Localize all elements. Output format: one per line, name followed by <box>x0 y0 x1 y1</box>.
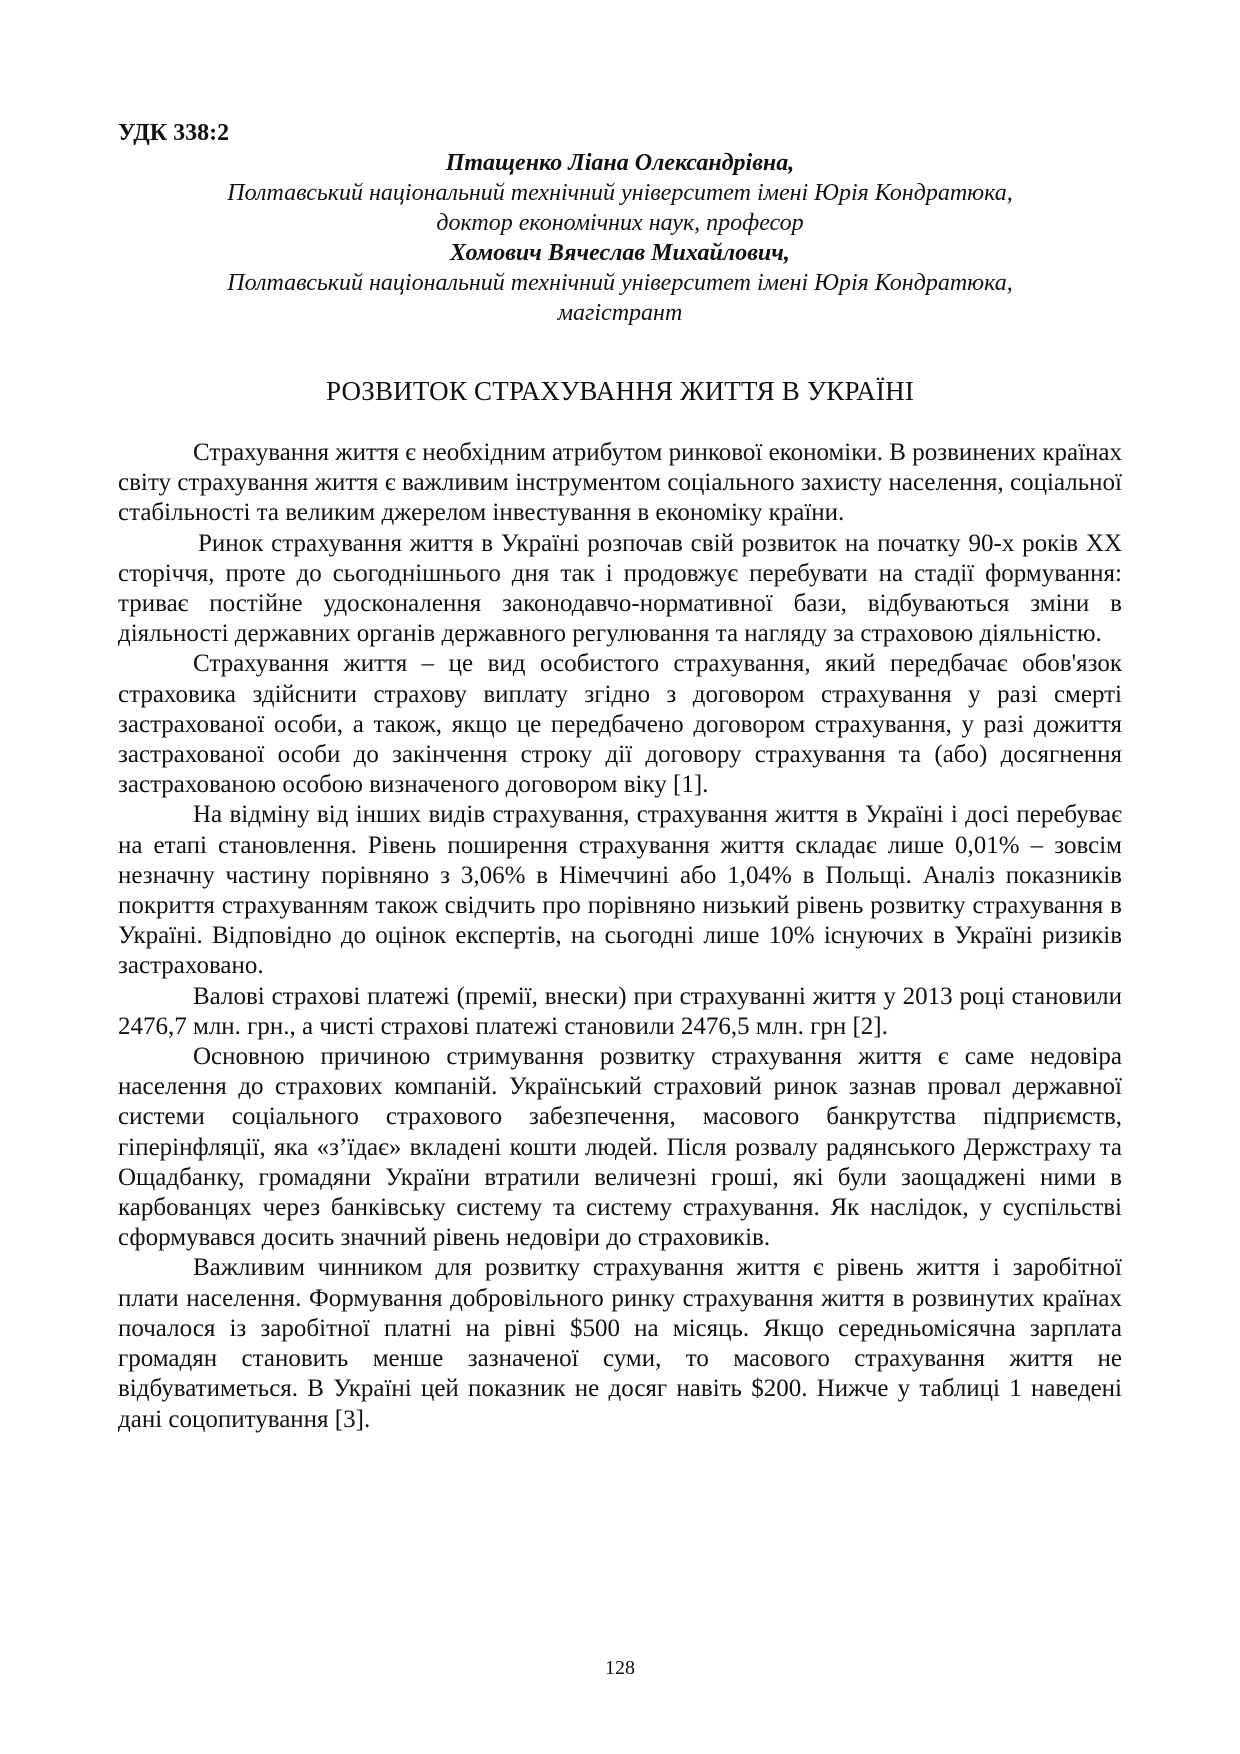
page-number: 128 <box>605 1657 635 1679</box>
article-title: РОЗВИТОК СТРАХУВАННЯ ЖИТТЯ В УКРАЇНІ <box>325 376 915 406</box>
author-name: Птащенко Ліана Олександрівна, <box>445 150 795 176</box>
paragraph: Валові страхові платежі (премії, внески) при страхуванні життя у 2013 році становили 2476,7 млн. грн., а чисті страхові платежі становили 2476,5 млн. грн [2]. <box>118 982 1122 1040</box>
authors-block <box>118 148 1122 328</box>
author-name: Хомович Вячеслав Михайлович, <box>450 240 790 266</box>
author-affiliation: Полтавський національний технічний університет імені Юрія Кондратюка, <box>227 180 1013 206</box>
paragraph: Страхування життя – це вид особистого страхування, який передбачає обов'язок страховика здійснити страхову виплату згідно з договором страхування у разі смерті застрахованої особи, а також, якщо це передбачено договором страхування, у разі дожиття застрахованої особи до закінчення строку дії договору страхування та (або) досягнення застрахованою особою визначеного договором віку [1]. <box>118 650 1122 799</box>
author-affiliation: Полтавський національний технічний університет імені Юрія Кондратюка, <box>227 270 1013 296</box>
udk-code: УДК 338:2 <box>118 120 230 146</box>
article-body <box>118 438 1122 1435</box>
paragraph: Важливим чинником для розвитку страхування життя є рівень життя і заробітної плати населення. Формування добровільного ринку страхування життя в розвинутих країнах почалося із заробітної платні на рівні $500 на місяць. Якщо середньомісячна зарплата громадян становить менше зазначеної суми, то масового страхування життя не відбуватиметься. В Україні цей показник не досяг навіть $200. Нижче у таблиці 1 наведені дані соцопитування [3]. <box>118 1254 1122 1433</box>
paragraph: На відміну від інших видів страхування, страхування життя в Україні і досі перебуває на етапі становлення. Рівень поширення страхування життя складає лише 0,01% – зовсім незначну частину порівняно з 3,06% в Німеччині або 1,04% в Польщі. Аналіз показників покриття страхуванням також свідчить про порівняно низький рівень розвитку страхування в Україні. Відповідно до оцінок експертів, на сьогодні лише 10% існуючих в Україні ризиків застраховано. <box>118 801 1122 980</box>
author-position: доктор економічних наук, професор <box>436 210 804 236</box>
paragraph: Основною причиною стримування розвитку страхування життя є саме недовіра населення до страхових компаній. Український страховий ринок зазнав провал державної системи соціального страхового забезпечення, масового банкрутства підприємств, гіперінфляції, яка «з’їдає» вкладені кошти людей. Після розвалу радянського Держстраху та Ощадбанку, громадяни України втратили величезні гроші, які були заощаджені ними в карбованцях через банківську систему та систему страхування. Як наслідок, у суспільстві сформувався досить значний рівень недовіри до страховиків. <box>118 1043 1122 1252</box>
paragraph: Ринок страхування життя в Україні розпочав свій розвиток на початку 90-х років ХХ сторіччя, проте до сьогоднішнього дня так і продовжує перебувати на стадії формування: триває постійне удосконалення законодавчо-нормативної бази, відбуваються зміни в діяльності державних органів державного регулювання та нагляду за страховою діяльністю. <box>118 529 1122 648</box>
author-position: магістрант <box>557 300 683 326</box>
paragraph: Страхування життя є необхідним атрибутом ринкової економіки. В розвинених країнах світу страхування життя є важливим інструментом соціального захисту населення, соціальної стабільності та великим джерелом інвестування в економіку країни. <box>118 439 1122 527</box>
